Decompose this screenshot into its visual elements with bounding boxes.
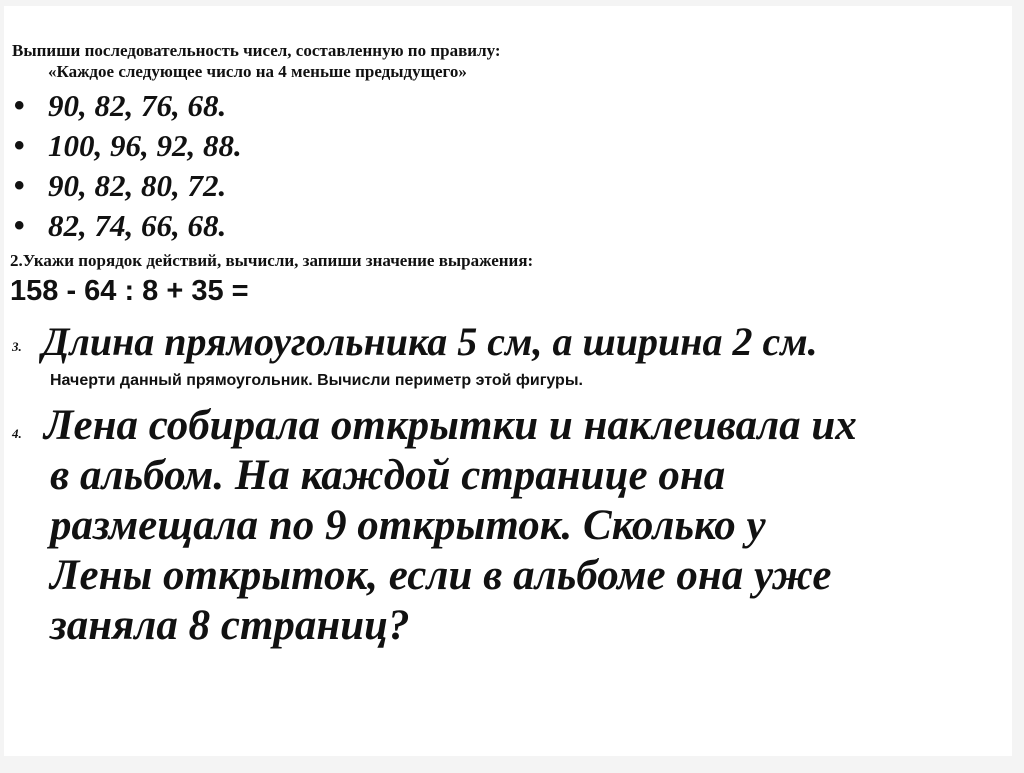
task4-line: Лены открыток, если в альбоме она уже bbox=[50, 552, 832, 599]
task4-line: размещала по 9 открыток. Сколько у bbox=[50, 502, 766, 549]
task4-line: Лена собирала открытки и наклеивала их bbox=[44, 402, 857, 449]
slide bbox=[4, 6, 1012, 756]
sequence-option: 90, 82, 80, 72. bbox=[48, 168, 227, 203]
bullet-icon: • bbox=[14, 89, 25, 122]
sequence-option: 90, 82, 76, 68. bbox=[48, 88, 227, 123]
task3-statement: Длина прямоугольника 5 см, а ширина 2 см. bbox=[42, 319, 818, 364]
task2-instruction: 2.Укажи порядок действий, вычисли, запиши значение выражения: bbox=[10, 251, 534, 270]
sequence-option: 100, 96, 92, 88. bbox=[48, 128, 242, 163]
task3-number: 3. bbox=[12, 339, 22, 354]
bullet-icon: • bbox=[14, 169, 25, 202]
task1-rule: «Каждое следующее число на 4 меньше предыдущего» bbox=[48, 62, 467, 81]
task1-instruction: Выпиши последовательность чисел, составленную по правилу: bbox=[12, 41, 501, 60]
list-item bbox=[14, 86, 242, 126]
sequence-option: 82, 74, 66, 68. bbox=[48, 208, 227, 243]
bullet-icon: • bbox=[14, 129, 25, 162]
bullet-icon: • bbox=[14, 209, 25, 242]
task4-problem bbox=[44, 401, 1010, 651]
task4-number: 4. bbox=[12, 426, 22, 441]
list-item bbox=[14, 206, 242, 246]
task4-line: заняла 8 страниц? bbox=[50, 602, 410, 649]
task4-line: в альбом. На каждой странице она bbox=[50, 452, 726, 499]
list-item bbox=[14, 126, 242, 166]
task2-expression: 158 - 64 : 8 + 35 = bbox=[10, 275, 249, 307]
list-item bbox=[14, 166, 242, 206]
task3-instruction: Начерти данный прямоугольник. Вычисли периметр этой фигуры. bbox=[50, 372, 583, 389]
task1-options-list bbox=[14, 86, 242, 246]
